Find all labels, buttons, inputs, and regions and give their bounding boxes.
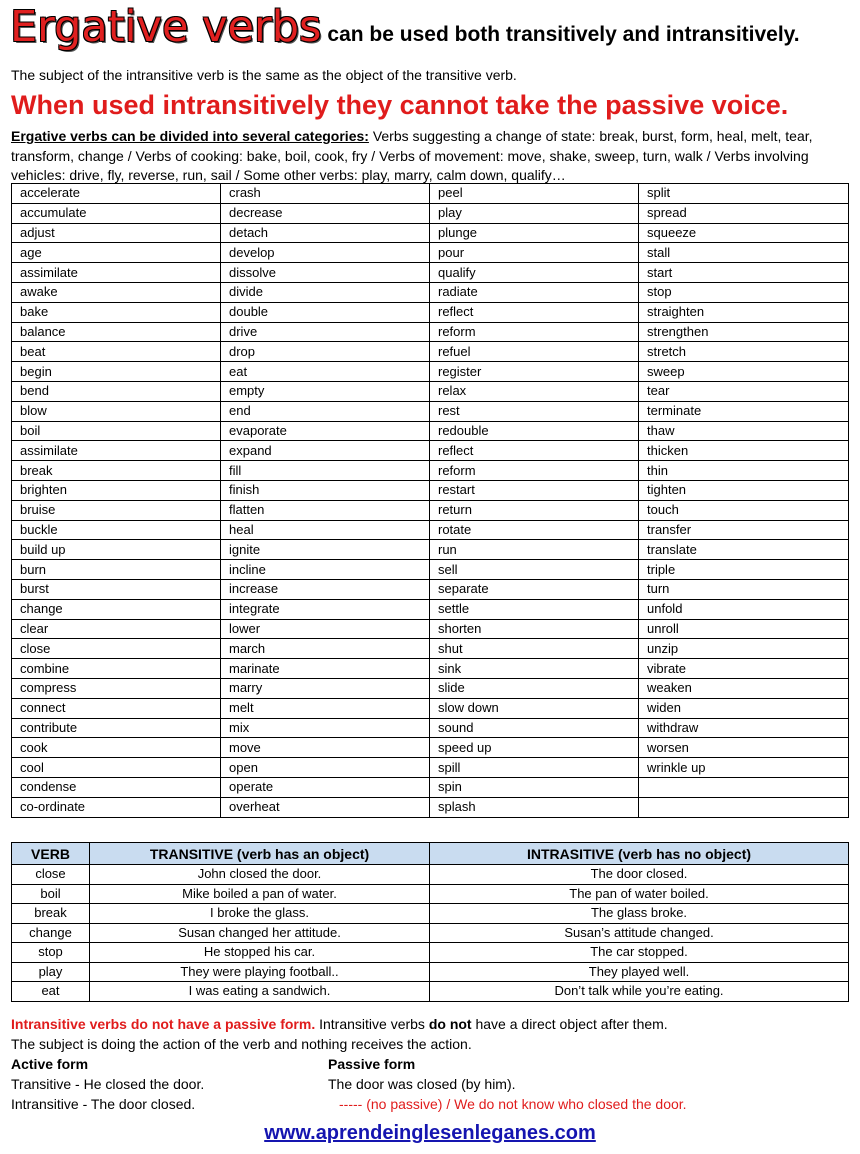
notes-red-lead: Intransitive verbs do not have a passive form. <box>11 1016 316 1032</box>
verb-table-row <box>12 540 849 560</box>
verb-cell: lower <box>221 619 430 639</box>
example-verb: change <box>12 923 90 943</box>
notes-line1-bold: do not <box>428 1016 472 1032</box>
verb-cell: translate <box>639 540 849 560</box>
verb-cell: melt <box>221 698 430 718</box>
verb-table-row <box>12 738 849 758</box>
verb-cell: slide <box>430 678 639 698</box>
verb-cell: eat <box>221 362 430 382</box>
categories-paragraph <box>11 127 849 186</box>
verb-cell: marry <box>221 678 430 698</box>
verb-cell: unroll <box>639 619 849 639</box>
verb-cell: weaken <box>639 678 849 698</box>
verb-cell: straighten <box>639 302 849 322</box>
verb-cell: relax <box>430 381 639 401</box>
verb-cell: burst <box>12 579 221 599</box>
subtitle: The subject of the intransitive verb is the same as the object of the transitive verb. <box>11 67 517 83</box>
verb-cell: bake <box>12 302 221 322</box>
verb-cell: combine <box>12 659 221 679</box>
verb-cell: rotate <box>430 520 639 540</box>
verb-cell: mix <box>221 718 430 738</box>
verb-cell: evaporate <box>221 421 430 441</box>
verb-table-row <box>12 223 849 243</box>
verb-cell: slow down <box>430 698 639 718</box>
verb-table-row <box>12 461 849 481</box>
examples-row <box>12 962 849 982</box>
example-verb: boil <box>12 884 90 904</box>
verb-cell: connect <box>12 698 221 718</box>
transitive-active: Transitive - He closed the door. <box>11 1076 205 1092</box>
verb-table-row <box>12 322 849 342</box>
verb-cell: sell <box>430 560 639 580</box>
verb-cell: peel <box>430 184 639 204</box>
verb-cell <box>639 797 849 817</box>
verb-cell: thaw <box>639 421 849 441</box>
verb-cell: assimilate <box>12 263 221 283</box>
verb-table-row <box>12 520 849 540</box>
verb-cell: accumulate <box>12 203 221 223</box>
verb-cell: splash <box>430 797 639 817</box>
example-verb: close <box>12 865 90 885</box>
example-intransitive: Susan’s attitude changed. <box>430 923 849 943</box>
categories-line2: transform, change / Verbs of cooking: bake, boil, cook, fry / Verbs of movement: move, shake, sweep, turn, walk / Verbs involving <box>11 147 809 164</box>
verb-cell: thin <box>639 461 849 481</box>
verb-cell: stretch <box>639 342 849 362</box>
verb-cell: withdraw <box>639 718 849 738</box>
example-intransitive: They played well. <box>430 962 849 982</box>
examples-row <box>12 943 849 963</box>
example-intransitive: The door closed. <box>430 865 849 885</box>
verb-cell: sink <box>430 659 639 679</box>
verb-cell: shorten <box>430 619 639 639</box>
example-intransitive: The glass broke. <box>430 904 849 924</box>
examples-row <box>12 904 849 924</box>
verb-cell: integrate <box>221 599 430 619</box>
verb-cell: expand <box>221 441 430 461</box>
example-intransitive: The car stopped. <box>430 943 849 963</box>
verb-cell: transfer <box>639 520 849 540</box>
verb-cell: accelerate <box>12 184 221 204</box>
verb-cell: heal <box>221 520 430 540</box>
verb-cell: vibrate <box>639 659 849 679</box>
verb-cell: spill <box>430 758 639 778</box>
verb-cell: cool <box>12 758 221 778</box>
verb-cell: increase <box>221 579 430 599</box>
notes-line1-a: Intransitive verbs <box>315 1016 429 1032</box>
verb-cell: double <box>221 302 430 322</box>
verb-cell: reflect <box>430 302 639 322</box>
verb-table-row <box>12 184 849 204</box>
verb-table-row <box>12 758 849 778</box>
verb-table-row <box>12 500 849 520</box>
verb-cell: refuel <box>430 342 639 362</box>
example-verb: eat <box>12 982 90 1002</box>
examples-row <box>12 865 849 885</box>
verb-cell: operate <box>221 777 430 797</box>
verb-table-row <box>12 560 849 580</box>
verb-cell: rest <box>430 401 639 421</box>
verb-cell: spread <box>639 203 849 223</box>
verb-cell: dissolve <box>221 263 430 283</box>
example-transitive: I was eating a sandwich. <box>90 982 430 1002</box>
verb-cell: tighten <box>639 480 849 500</box>
verb-table-row <box>12 579 849 599</box>
verb-cell: crash <box>221 184 430 204</box>
verb-cell: reflect <box>430 441 639 461</box>
verb-cell: spin <box>430 777 639 797</box>
verb-cell: balance <box>12 322 221 342</box>
verb-cell: decrease <box>221 203 430 223</box>
verb-cell: unzip <box>639 639 849 659</box>
header-verb: VERB <box>12 843 90 865</box>
example-transitive: They were playing football.. <box>90 962 430 982</box>
intransitive-active: Intransitive - The door closed. <box>11 1096 196 1112</box>
intransitive-passive: ----- (no passive) / We do not know who closed the door. <box>339 1096 687 1112</box>
verb-cell: turn <box>639 579 849 599</box>
verb-table-row <box>12 480 849 500</box>
verb-cell: awake <box>12 282 221 302</box>
verb-cell: qualify <box>430 263 639 283</box>
examples-row <box>12 884 849 904</box>
verb-cell: return <box>430 500 639 520</box>
title-main: Ergative verbs <box>10 2 322 52</box>
verb-table-row <box>12 678 849 698</box>
verb-table-row <box>12 342 849 362</box>
verb-cell: burn <box>12 560 221 580</box>
verb-cell: build up <box>12 540 221 560</box>
verb-cell: speed up <box>430 738 639 758</box>
verb-cell: break <box>12 461 221 481</box>
notes-line2: The subject is doing the action of the verb and nothing receives the action. <box>11 1036 472 1052</box>
notes <box>11 1014 687 1114</box>
verb-cell: cook <box>12 738 221 758</box>
verb-cell: terminate <box>639 401 849 421</box>
example-transitive: Susan changed her attitude. <box>90 923 430 943</box>
verb-cell: move <box>221 738 430 758</box>
passive-form-label: Passive form <box>328 1056 416 1072</box>
header-transitive: TRANSITIVE (verb has an object) <box>90 843 430 865</box>
verb-cell: detach <box>221 223 430 243</box>
verb-cell: incline <box>221 560 430 580</box>
verb-cell: pour <box>430 243 639 263</box>
verb-cell: unfold <box>639 599 849 619</box>
verb-cell: play <box>430 203 639 223</box>
verb-cell: ignite <box>221 540 430 560</box>
verb-cell: touch <box>639 500 849 520</box>
verb-cell: worsen <box>639 738 849 758</box>
example-intransitive: The pan of water boiled. <box>430 884 849 904</box>
verb-cell: contribute <box>12 718 221 738</box>
verb-cell: clear <box>12 619 221 639</box>
verb-cell: drive <box>221 322 430 342</box>
verb-table-row <box>12 698 849 718</box>
verb-cell: buckle <box>12 520 221 540</box>
verb-cell: flatten <box>221 500 430 520</box>
verb-table-row <box>12 381 849 401</box>
verb-table-row <box>12 302 849 322</box>
verb-cell: change <box>12 599 221 619</box>
verb-cell: co-ordinate <box>12 797 221 817</box>
verb-table-row <box>12 282 849 302</box>
verb-cell: bruise <box>12 500 221 520</box>
example-transitive: He stopped his car. <box>90 943 430 963</box>
verb-cell: age <box>12 243 221 263</box>
verb-cell: plunge <box>430 223 639 243</box>
verb-table-row <box>12 362 849 382</box>
verb-cell: stop <box>639 282 849 302</box>
verb-cell: triple <box>639 560 849 580</box>
verb-table-row <box>12 797 849 817</box>
verb-cell: wrinkle up <box>639 758 849 778</box>
verb-cell: run <box>430 540 639 560</box>
verb-table-row <box>12 263 849 283</box>
verb-cell: start <box>639 263 849 283</box>
verb-cell: sound <box>430 718 639 738</box>
verb-cell: settle <box>430 599 639 619</box>
categories-label: Ergative verbs can be divided into several categories: <box>11 128 369 144</box>
example-transitive: I broke the glass. <box>90 904 430 924</box>
verb-cell: develop <box>221 243 430 263</box>
examples-row <box>12 923 849 943</box>
examples-table <box>11 842 849 1002</box>
verb-table <box>11 183 849 818</box>
verb-cell: bend <box>12 381 221 401</box>
verb-cell: radiate <box>430 282 639 302</box>
categories-line1: Verbs suggesting a change of state: break, burst, form, heal, melt, tear, <box>368 128 813 144</box>
example-intransitive: Don’t talk while you’re eating. <box>430 982 849 1002</box>
verb-cell: drop <box>221 342 430 362</box>
examples-header-row <box>12 843 849 865</box>
verb-cell: sweep <box>639 362 849 382</box>
verb-cell: open <box>221 758 430 778</box>
example-verb: break <box>12 904 90 924</box>
example-transitive: John closed the door. <box>90 865 430 885</box>
notes-line1-b: have a direct object after them. <box>471 1016 668 1032</box>
verb-cell: march <box>221 639 430 659</box>
categories-line3: vehicles: drive, fly, reverse, run, sail / Some other verbs: play, marry, calm down, qualify… <box>11 167 566 183</box>
verb-table-row <box>12 421 849 441</box>
verb-cell: brighten <box>12 480 221 500</box>
verb-table-row <box>12 619 849 639</box>
verb-table-row <box>12 401 849 421</box>
verb-cell: squeeze <box>639 223 849 243</box>
example-transitive: Mike boiled a pan of water. <box>90 884 430 904</box>
verb-cell: blow <box>12 401 221 421</box>
example-verb: stop <box>12 943 90 963</box>
title-rest: can be used both transitively and intransitively. <box>327 23 800 46</box>
header-intransitive: INTRASITIVE (verb has no object) <box>430 843 849 865</box>
verb-cell: empty <box>221 381 430 401</box>
verb-table-row <box>12 718 849 738</box>
verb-table-row <box>12 777 849 797</box>
verb-table-row <box>12 599 849 619</box>
verb-cell: separate <box>430 579 639 599</box>
verb-cell: reform <box>430 322 639 342</box>
verb-cell: condense <box>12 777 221 797</box>
verb-cell: compress <box>12 678 221 698</box>
verb-cell: strengthen <box>639 322 849 342</box>
active-form-label: Active form <box>11 1056 89 1072</box>
verb-cell: fill <box>221 461 430 481</box>
website-link[interactable]: www.aprendeinglesenleganes.com <box>264 1122 596 1144</box>
verb-cell: finish <box>221 480 430 500</box>
verb-cell: restart <box>430 480 639 500</box>
verb-cell: divide <box>221 282 430 302</box>
verb-table-row <box>12 639 849 659</box>
verb-cell: beat <box>12 342 221 362</box>
verb-table-row <box>12 203 849 223</box>
verb-cell: begin <box>12 362 221 382</box>
verb-table-row <box>12 659 849 679</box>
verb-table-row <box>12 243 849 263</box>
verb-cell: overheat <box>221 797 430 817</box>
verb-cell: thicken <box>639 441 849 461</box>
verb-cell: close <box>12 639 221 659</box>
verb-cell: marinate <box>221 659 430 679</box>
verb-cell: split <box>639 184 849 204</box>
verb-table-row <box>12 441 849 461</box>
verb-cell: shut <box>430 639 639 659</box>
verb-cell: assimilate <box>12 441 221 461</box>
red-heading: When used intransitively they cannot take the passive voice. <box>11 90 789 120</box>
verb-cell: widen <box>639 698 849 718</box>
verb-cell: register <box>430 362 639 382</box>
verb-cell: boil <box>12 421 221 441</box>
verb-cell: adjust <box>12 223 221 243</box>
verb-cell: end <box>221 401 430 421</box>
example-verb: play <box>12 962 90 982</box>
verb-cell <box>639 777 849 797</box>
verb-cell: redouble <box>430 421 639 441</box>
title <box>10 2 800 52</box>
examples-row <box>12 982 849 1002</box>
transitive-passive: The door was closed (by him). <box>328 1076 516 1092</box>
verb-cell: tear <box>639 381 849 401</box>
verb-cell: stall <box>639 243 849 263</box>
verb-cell: reform <box>430 461 639 481</box>
